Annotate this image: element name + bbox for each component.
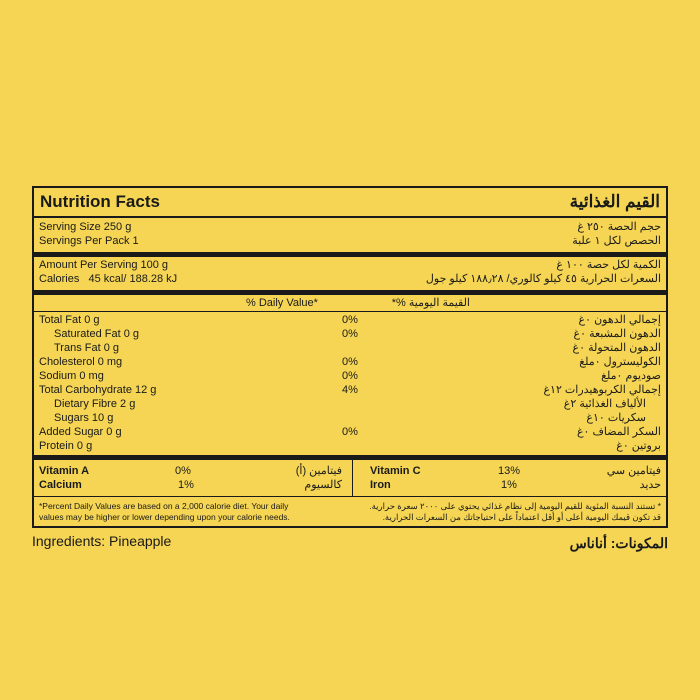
ingredients-en: Ingredients: Pineapple bbox=[32, 533, 172, 549]
nutrient-en: Added Sugar 0 g bbox=[39, 426, 122, 438]
nutrient-en: Trans Fat 0 g bbox=[54, 342, 120, 354]
calcium-en: Calcium bbox=[39, 479, 82, 491]
daily-value-header-ar: القيمة اليومية %* bbox=[391, 297, 470, 309]
nutrient-en: Sugars 10 g bbox=[54, 412, 114, 424]
nutrient-en: Cholesterol 0 mg bbox=[39, 356, 123, 368]
nutrient-ar: بروتين ٠غ bbox=[616, 440, 661, 452]
nutrient-en: Sodium 0 mg bbox=[39, 370, 104, 382]
serving-size-ar: حجم الحصة ٢٥٠ غ bbox=[577, 221, 661, 233]
nutrient-dv: 4% bbox=[342, 384, 358, 396]
vitamin-a-ar: فيتامين (أ) bbox=[295, 465, 342, 477]
nutrient-en: Protein 0 g bbox=[39, 440, 93, 452]
thick-divider bbox=[34, 290, 666, 295]
footnote-en-line2: values may be higher or lower depending upon your calorie needs. bbox=[39, 512, 290, 522]
thick-divider bbox=[34, 252, 666, 257]
nutrient-en: Dietary Fibre 2 g bbox=[54, 398, 136, 410]
title-en: Nutrition Facts bbox=[40, 192, 160, 211]
servings-per-pack-en: Servings Per Pack 1 bbox=[39, 235, 139, 247]
iron-ar: حديد bbox=[639, 479, 661, 491]
nutrient-dv: 0% bbox=[342, 328, 358, 340]
vitamin-a-en: Vitamin A bbox=[39, 465, 90, 477]
nutrient-ar: إجمالي الكربوهيدرات ١٢غ bbox=[543, 384, 661, 396]
title-ar: القيم الغذائية bbox=[569, 192, 660, 211]
thick-divider bbox=[34, 455, 666, 460]
nutrient-dv: 0% bbox=[342, 370, 358, 382]
divider bbox=[34, 216, 666, 218]
vitamin-c-pct: 13% bbox=[498, 465, 521, 477]
calcium-pct: 1% bbox=[178, 479, 194, 491]
nutrient-ar: الدهون المشبعة ٠غ bbox=[573, 328, 661, 340]
nutrition-facts-panel bbox=[32, 186, 668, 528]
nutrient-dv: 0% bbox=[342, 314, 358, 326]
nutrient-ar: الكوليسترول ٠ملغ bbox=[579, 356, 661, 368]
footnote-en-line1: *Percent Daily Values are based on a 2,000 calorie diet. Your daily bbox=[39, 501, 289, 511]
vitamin-c-en: Vitamin C bbox=[370, 465, 421, 477]
nutrient-dv: 0% bbox=[342, 426, 358, 438]
vitamin-a-pct: 0% bbox=[175, 465, 191, 477]
nutrient-ar: الألياف الغذائية ٢غ bbox=[563, 398, 646, 410]
divider bbox=[34, 496, 666, 497]
calcium-ar: كالسيوم bbox=[304, 479, 342, 491]
nutrient-ar: السكر المضاف ٠غ bbox=[576, 426, 661, 438]
footnote-ar-line2: قد تكون قيمك اليومية أعلى أو أقل اعتماداً على احتياجاتك من السعرات الحرارية. bbox=[382, 512, 661, 522]
ingredients-ar: المكونات: أناناس bbox=[569, 535, 668, 551]
footnote-ar-line1: * تستند النسبة المئوية للقيم اليومية إلى نظام غذائي يحتوي على ٢٠٠٠ سعرة حرارية. bbox=[369, 501, 661, 511]
calories-ar: السعرات الحرارية ٤٥ كيلو كالوري/ ١٨٨٫٢٨ كيلو جول bbox=[425, 273, 661, 285]
amount-per-serving-en: Amount Per Serving 100 g bbox=[39, 259, 169, 271]
nutrient-en: Total Fat 0 g bbox=[39, 314, 100, 326]
nutrient-dv: 0% bbox=[342, 356, 358, 368]
vitamin-c-ar: فيتامين سي bbox=[606, 465, 661, 477]
nutrient-en: Total Carbohydrate 12 g bbox=[39, 384, 157, 396]
iron-pct: 1% bbox=[501, 479, 517, 491]
servings-per-pack-ar: الحصص لكل ١ علبة bbox=[572, 235, 661, 247]
serving-size-en: Serving Size 250 g bbox=[39, 221, 132, 233]
iron-en: Iron bbox=[370, 479, 391, 491]
daily-value-header-en: % Daily Value* bbox=[246, 297, 318, 309]
amount-per-serving-ar: الكمية لكل حصة ١٠٠ غ bbox=[556, 259, 661, 271]
vertical-divider bbox=[352, 460, 353, 497]
divider bbox=[34, 311, 666, 312]
calories-en: Calories 45 kcal/ 188.28 kJ bbox=[39, 273, 178, 285]
nutrient-ar: إجمالي الدهون ٠غ bbox=[578, 314, 661, 326]
nutrient-ar: الدهون المتحولة ٠غ bbox=[572, 342, 661, 354]
nutrient-ar: صوديوم ٠ملغ bbox=[601, 370, 661, 382]
nutrient-en: Saturated Fat 0 g bbox=[54, 328, 139, 340]
nutrient-ar: سكريات ١٠غ bbox=[586, 412, 646, 424]
